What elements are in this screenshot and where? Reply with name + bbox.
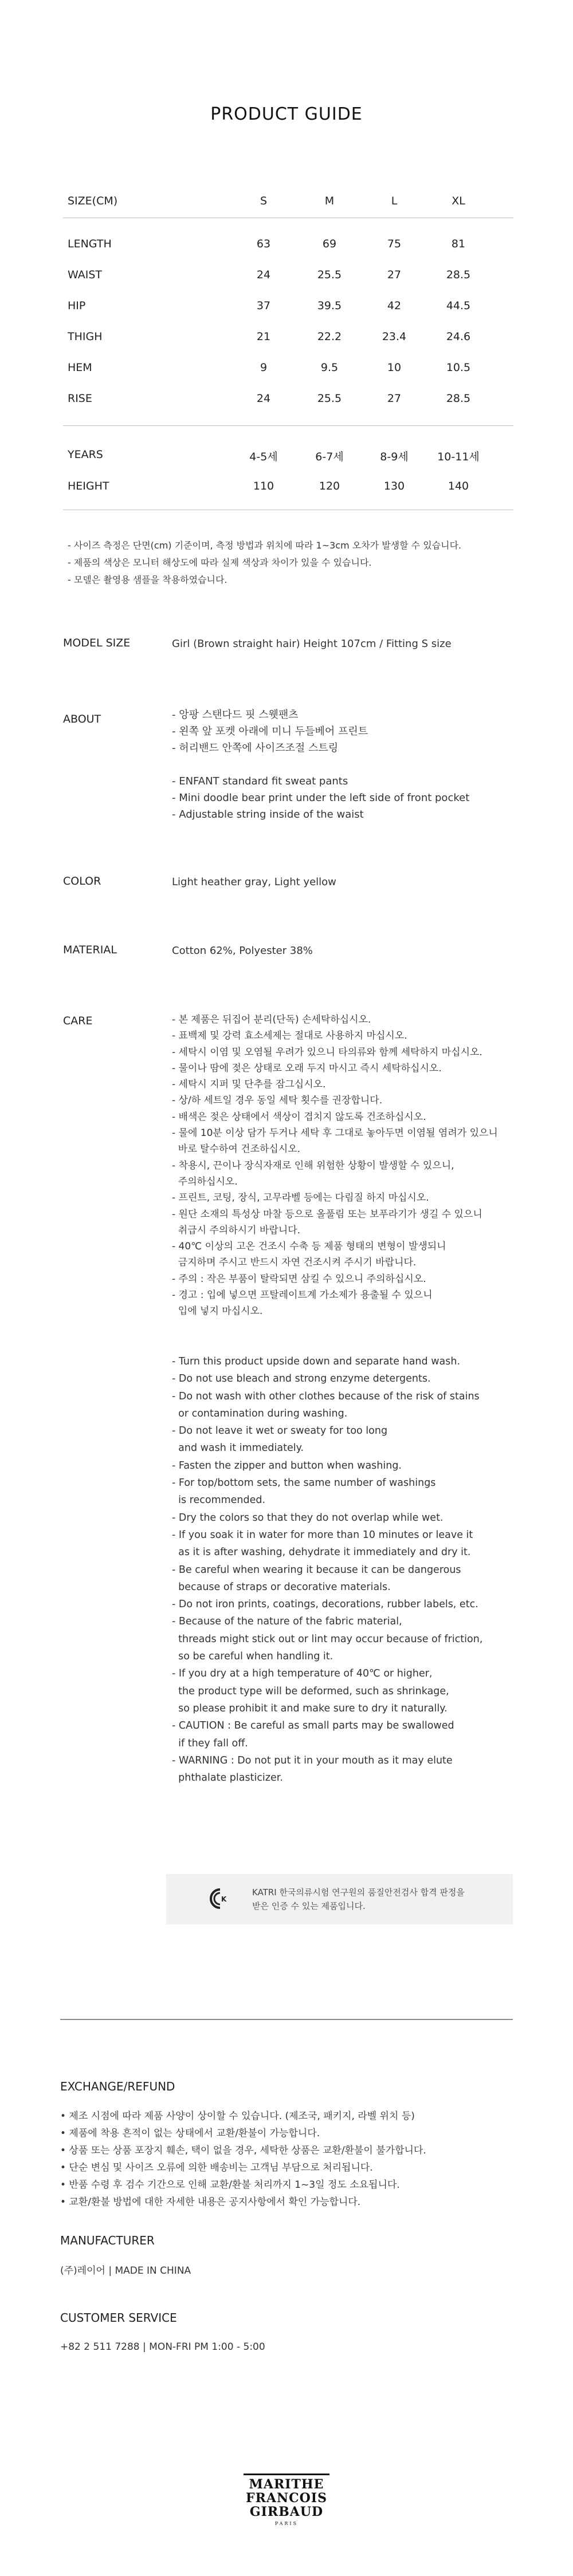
size-header-cell: M bbox=[324, 195, 335, 207]
size-row-cell: 37 bbox=[256, 299, 271, 312]
size-row-label: THIGH bbox=[68, 330, 103, 343]
size-row-label: WAIST bbox=[68, 269, 103, 281]
size-row-cell: 25.5 bbox=[317, 269, 342, 281]
size-row-label: RISE bbox=[68, 392, 92, 405]
size-row-cell: 24.6 bbox=[446, 330, 471, 343]
age-row-cell: 140 bbox=[448, 480, 469, 492]
age-row-cell: 110 bbox=[253, 480, 274, 492]
size-header-cell: XL bbox=[452, 195, 465, 207]
brand-logo-line: GIRBAUD bbox=[249, 2504, 324, 2519]
care-label: CARE bbox=[63, 1015, 93, 1027]
size-row-cell: 25.5 bbox=[317, 392, 342, 405]
size-note: - 사이즈 측정은 단면(cm) 기준이며, 측정 방법과 위치에 따라 1~3cm 오차가 발생할 수 있습니다. bbox=[68, 540, 462, 551]
color-label: COLOR bbox=[63, 875, 101, 887]
age-row-cell: 6-7세 bbox=[315, 451, 344, 463]
size-row-cell: 28.5 bbox=[446, 269, 471, 281]
manufacturer-value: (주)레이어 | MADE IN CHINA bbox=[60, 2265, 191, 2277]
size-note: - 제품의 색상은 모니터 해상도에 따라 실제 색상과 차이가 있을 수 있습니다. bbox=[68, 557, 372, 568]
size-row-cell: 24 bbox=[256, 392, 271, 405]
kc-certification-icon bbox=[210, 1888, 230, 1910]
exchange-heading: EXCHANGE/REFUND bbox=[60, 2080, 175, 2093]
material-value: Cotton 62%, Polyester 38% bbox=[172, 945, 313, 957]
size-row-cell: 63 bbox=[256, 238, 271, 250]
size-row-cell: 75 bbox=[387, 238, 402, 250]
model-size-value: Girl (Brown straight hair) Height 107cm / Fitting S size bbox=[172, 638, 452, 650]
material-label: MATERIAL bbox=[63, 944, 117, 956]
size-row-cell: 9.5 bbox=[320, 361, 339, 374]
kc-certification-box bbox=[166, 1874, 513, 1924]
brand-logo-line: MARITHE bbox=[249, 2477, 324, 2492]
size-row-cell: 81 bbox=[451, 238, 466, 250]
age-row-cell: 120 bbox=[319, 480, 340, 492]
size-row-cell: 22.2 bbox=[317, 330, 342, 343]
size-row-cell: 21 bbox=[256, 330, 271, 343]
size-header-cell: L bbox=[391, 195, 398, 207]
brand-logo bbox=[241, 2474, 332, 2527]
about-body: - 앙팡 스탠다드 핏 스웻팬츠 - 왼쪽 앞 포켓 아래에 미니 두들베어 프린트 - 허리밴드 안쪽에 사이즈조절 스트링 - ENFANT standard fit sweat pants - Mini doodle bear print under the left side of front pocket - Adjustable string inside of the waist bbox=[172, 709, 470, 820]
logo-bar bbox=[244, 2474, 329, 2475]
age-row-label: YEARS bbox=[68, 448, 103, 461]
size-row-cell: 27 bbox=[387, 392, 402, 405]
size-row-cell: 10 bbox=[387, 361, 402, 374]
care-body-en: - Turn this product upside down and separate hand wash. - Do not use bleach and strong enzyme detergents. - Do not wash with other clothes because of the risk of stains or contamination during washing. - Do not leave it wet or sweaty for too long and wash it immediately. - Fasten the zipper and button when washing. - For top/bottom sets, the same number of washings is recommended. - Dry the colors so that they do not overlap while wet. - If you soak it in water for more than 10 minutes or leave it as it is after washing, dehydrate it immediately and dry it. - Be careful when wearing it because it can be dangerous because of straps or decorative materials. - Do not iron prints, coatings, decorations, rubber labels, etc. - Because of the nature of the fabric material, threads might stick out or lint may occur because of friction, so be careful when handling it. - If you dry at a high temperature of 40℃ or higher, the product type will be deformed, such as shrinkage, so please prohibit it and make sure to dry it naturally. - CAUTION : Be careful as small parts may be swallowed if they fall off. - WARNING : Do not put it in your mouth as it may elute phthalate plasticizer. bbox=[172, 1356, 483, 1784]
size-header-label: SIZE(CM) bbox=[68, 195, 118, 207]
size-row-cell: 10.5 bbox=[446, 361, 471, 374]
size-row-label: HIP bbox=[68, 299, 86, 312]
size-row-cell: 27 bbox=[387, 269, 402, 281]
kc-certification-text: KATRI 한국의류시험 연구원의 품질안전검사 합격 판정을 받은 인증 수 있는 제품입니다. bbox=[252, 1887, 465, 1911]
age-row-cell: 4-5세 bbox=[249, 451, 278, 463]
table-divider-rule bbox=[63, 425, 513, 426]
brand-logo-line: FRANCOIS bbox=[246, 2491, 327, 2506]
manufacturer-heading: MANUFACTURER bbox=[60, 2234, 155, 2247]
age-row-label: HEIGHT bbox=[68, 480, 109, 492]
customer-service-value: +82 2 511 7288 | MON-FRI PM 1:00 - 5:00 bbox=[60, 2341, 265, 2353]
care-body-ko: - 본 제품은 뒤집어 분리(단독) 손세탁하십시오. - 표백제 및 강력 효소세제는 절대로 사용하지 마십시오. - 세탁시 이염 및 오염될 우려가 있으니 타의류와 함께 세탁하지 마십시오. - 물이나 땀에 젖은 상태로 오래 두지 마시고 즉시 세탁하십시오. - 세탁시 지퍼 및 단추를 잠그십시오. - 상/하 세트일 경우 동일 세탁 횟수를 권장합니다. - 배색은 젖은 상태에서 색상이 겹치지 않도록 건조하십시오. - 물에 10분 이상 담가 두거나 세탁 후 그대로 놓아두면 이염될 염려가 있으니 바로 탈수하여 건조하십시오. - 착용시, 끈이나 장식자재로 인해 위험한 상황이 발생할 수 있으니, 주의하십시오. - 프린트, 코팅, 장식, 고무라벨 등에는 다림질 하지 마십시오. - 원단 소재의 특성상 마찰 등으로 올풀림 또는 보푸라기가 생길 수 있으니 취급시 주의하시기 바랍니다. - 40℃ 이상의 고온 건조시 수축 등 제품 형태의 변형이 발생되니 금지하며 주시고 반드시 자연 건조시켜 주시기 바랍니다. - 주의 : 작은 부품이 탈락되면 삼킬 수 있으니 주의하십시오. - 경고 : 입에 넣으면 프탈레이트계 가소제가 용출될 수 있으니 입에 넣지 마십시오. bbox=[172, 1014, 498, 1317]
size-row-cell: 24 bbox=[256, 269, 271, 281]
size-notes bbox=[68, 537, 461, 589]
size-row-label: HEM bbox=[68, 361, 92, 374]
about-label: ABOUT bbox=[63, 713, 101, 725]
size-row-cell: 23.4 bbox=[382, 330, 407, 343]
size-row-label: LENGTH bbox=[68, 238, 112, 250]
exchange-body: • 제조 시점에 따라 제품 사양이 상이할 수 있습니다. (제조국, 패키지, 라벨 위치 등) • 제품에 착용 흔적이 없는 상태에서 교환/환불이 가능합니다. • 상품 또는 상품 포장지 훼손, 택이 없을 경우, 세탁한 상품은 교환/환불이 불가합니다. • 단순 변심 및 사이즈 오류에 의한 배송비는 고객님 부담으로 처리됩니다. • 반품 수령 후 검수 기간으로 인해 교환/환불 처리까지 1~3일 정도 소요됩니다. • 교환/환불 방법에 대한 자세한 내용은 공지사항에서 확인 가능합니다. bbox=[60, 2110, 426, 2208]
size-row-cell: 39.5 bbox=[317, 299, 342, 312]
size-row-cell: 28.5 bbox=[446, 392, 471, 405]
size-header-cell: S bbox=[260, 195, 268, 207]
size-note: - 모델은 촬영용 샘플을 착용하였습니다. bbox=[68, 574, 227, 585]
section-divider bbox=[60, 2019, 513, 2020]
customer-service-heading: CUSTOMER SERVICE bbox=[60, 2311, 177, 2325]
model-size-label: MODEL SIZE bbox=[63, 637, 131, 649]
age-row-cell: 130 bbox=[383, 480, 405, 492]
color-value: Light heather gray, Light yellow bbox=[172, 876, 336, 888]
size-row-cell: 69 bbox=[322, 238, 337, 250]
brand-logo-sub: PARIS bbox=[274, 2521, 299, 2526]
size-row-cell: 42 bbox=[387, 299, 402, 312]
page-title: PRODUCT GUIDE bbox=[210, 104, 363, 124]
size-row-cell: 9 bbox=[260, 361, 268, 374]
svg-text:K: K bbox=[221, 1895, 227, 1903]
size-row-cell: 44.5 bbox=[446, 299, 471, 312]
age-row-cell: 10-11세 bbox=[437, 451, 480, 463]
age-row-cell: 8-9세 bbox=[380, 451, 409, 463]
